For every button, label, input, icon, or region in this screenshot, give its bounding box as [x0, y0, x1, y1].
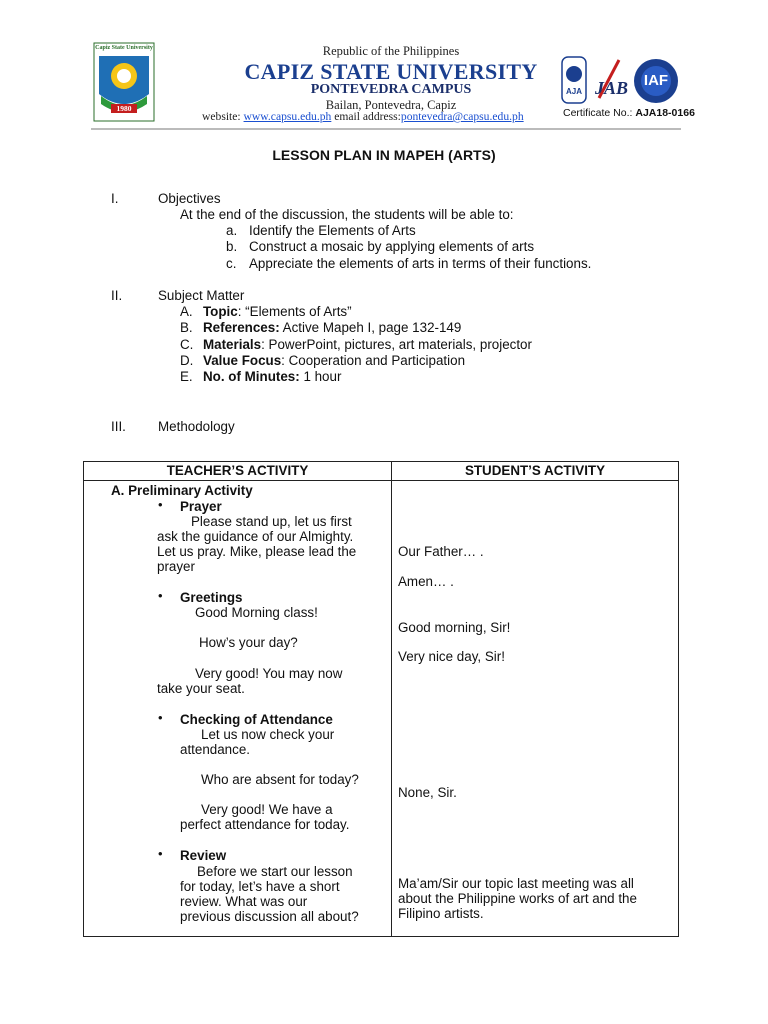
- subject-sep: :: [261, 337, 269, 352]
- prayer-student-line: Our Father… .: [398, 544, 484, 559]
- table-header-row: [84, 462, 679, 481]
- greetings-teacher-line: Good Morning class!: [195, 605, 318, 620]
- subject-sep: :: [281, 353, 289, 368]
- greetings-student-line: Very nice day, Sir!: [398, 649, 505, 664]
- website-link[interactable]: www.capsu.edu.ph: [243, 110, 332, 123]
- section-objectives-heading: Objectives: [158, 191, 221, 206]
- objective-item: Construct a mosaic by applying elements of arts: [249, 239, 535, 254]
- subject-value: Cooperation and Participation: [288, 353, 466, 368]
- subject-value: Active Mapeh I, page 132-149: [282, 320, 462, 335]
- bullet-icon: •: [158, 710, 163, 725]
- objective-item: Identify the Elements of Arts: [249, 223, 416, 238]
- subject-sep: :: [237, 304, 246, 319]
- subject-letter: E.: [180, 369, 193, 384]
- section-methodology-heading: Methodology: [158, 419, 235, 434]
- subject-value: PowerPoint, pictures, art materials, projector: [268, 337, 532, 352]
- subject-key: Topic: [203, 304, 238, 319]
- greetings-teacher-line: Very good! You may now: [195, 666, 343, 681]
- review-teacher-line: for today, let’s have a short: [180, 879, 340, 894]
- section-subject-heading: Subject Matter: [158, 288, 245, 303]
- letterhead-banner: [91, 38, 695, 130]
- student-activity-cell: [392, 481, 679, 937]
- table-row: [84, 481, 679, 937]
- objective-letter: a.: [226, 223, 238, 238]
- bullet-icon: •: [158, 846, 163, 861]
- subject-key: No. of Minutes:: [203, 369, 300, 384]
- subject-item: [180, 369, 341, 385]
- campus-address: Bailan, Pontevedra, Capiz: [325, 98, 457, 112]
- attendance-teacher-line: Who are absent for today?: [201, 772, 359, 787]
- prayer-teacher-line: Let us pray. Mike, please lead the: [157, 544, 357, 559]
- subject-key: References:: [203, 320, 280, 335]
- jab-logo-text: JAB: [595, 78, 629, 98]
- review-teacher-line: review. What was our: [180, 894, 308, 909]
- prayer-teacher-line: Please stand up, let us first: [191, 514, 352, 529]
- subject-letter: C.: [180, 337, 194, 352]
- jab-logo: [593, 58, 629, 104]
- section-objectives-number: I.: [111, 191, 119, 206]
- review-label: Review: [180, 848, 227, 863]
- review-student-line: Filipino artists.: [398, 906, 484, 921]
- attendance-teacher-line: Let us now check your: [201, 727, 335, 742]
- republic-line: Republic of the Philippines: [322, 44, 460, 58]
- greetings-label: Greetings: [180, 590, 243, 605]
- section-subject-number: II.: [111, 288, 123, 303]
- prayer-teacher-line: prayer: [157, 559, 195, 574]
- review-teacher-line: previous discussion all about?: [180, 909, 359, 924]
- aja-logo: [561, 56, 587, 104]
- campus-name: PONTEVEDRA CAMPUS: [310, 82, 472, 97]
- attendance-teacher-line: perfect attendance for today.: [180, 817, 350, 832]
- subject-value: “Elements of Arts”: [245, 304, 352, 319]
- page-title: LESSON PLAN IN MAPEH (ARTS): [272, 147, 496, 163]
- aja-logo-text: AJA: [565, 87, 582, 96]
- subject-item: [180, 337, 532, 353]
- subject-key: Value Focus: [203, 353, 282, 368]
- section-methodology-number: III.: [111, 419, 126, 434]
- objective-letter: c.: [226, 256, 237, 271]
- subject-letter: D.: [180, 353, 194, 368]
- attendance-teacher-line: Very good! We have a: [201, 802, 333, 817]
- subject-item: [180, 353, 465, 369]
- bullet-icon: •: [158, 588, 163, 603]
- subject-letter: A.: [180, 304, 193, 319]
- seal-year: 1980: [116, 104, 132, 113]
- greetings-student-line: Good morning, Sir!: [398, 620, 511, 635]
- review-teacher-line: Before we start our lesson: [197, 864, 353, 879]
- prayer-teacher-line: ask the guidance of our Almighty.: [157, 529, 354, 544]
- contact-line: [202, 110, 524, 123]
- attendance-teacher-line: attendance.: [180, 742, 250, 757]
- objective-item: Appreciate the elements of arts in terms of their functions.: [249, 256, 592, 271]
- prayer-label: Prayer: [180, 499, 222, 514]
- subject-item: [180, 320, 461, 336]
- greetings-teacher-line: take your seat.: [157, 681, 245, 696]
- iaf-logo: [633, 58, 679, 104]
- website-label: website:: [202, 110, 241, 123]
- university-seal-logo: [93, 42, 155, 122]
- email-link[interactable]: pontevedra@capsu.edu.ph: [400, 110, 524, 123]
- prayer-student-line: Amen… .: [398, 574, 454, 589]
- subject-letter: B.: [180, 320, 193, 335]
- attendance-student-line: None, Sir.: [398, 785, 457, 800]
- seal-caption: Capiz State University: [95, 45, 153, 51]
- objectives-intro: At the end of the discussion, the students will be able to:: [180, 207, 514, 222]
- email-label: email address:: [334, 110, 401, 123]
- iaf-logo-text: IAF: [643, 72, 669, 89]
- university-name: CAPIZ STATE UNIVERSITY: [244, 59, 538, 84]
- subject-item: [180, 304, 352, 320]
- certificate-label: Certificate No.:: [563, 107, 633, 119]
- subject-value: 1 hour: [303, 369, 342, 384]
- review-student-line: about the Philippine works of art and the: [398, 891, 637, 906]
- objective-letter: b.: [226, 239, 238, 254]
- attendance-label: Checking of Attendance: [180, 712, 333, 727]
- preliminary-activity-heading: A. Preliminary Activity: [111, 483, 253, 498]
- activity-table: [83, 461, 679, 937]
- certificate-number: [563, 107, 695, 119]
- bullet-icon: •: [158, 497, 163, 512]
- subject-key: Materials: [203, 337, 262, 352]
- greetings-teacher-line: How’s your day?: [199, 635, 298, 650]
- review-student-line: Ma’am/Sir our topic last meeting was all: [398, 876, 634, 891]
- student-activity-header: STUDENT’S ACTIVITY: [392, 462, 679, 481]
- teacher-activity-header: TEACHER’S ACTIVITY: [84, 462, 392, 481]
- certificate-value: AJA18-0166: [635, 107, 695, 119]
- teacher-activity-cell: [84, 481, 392, 937]
